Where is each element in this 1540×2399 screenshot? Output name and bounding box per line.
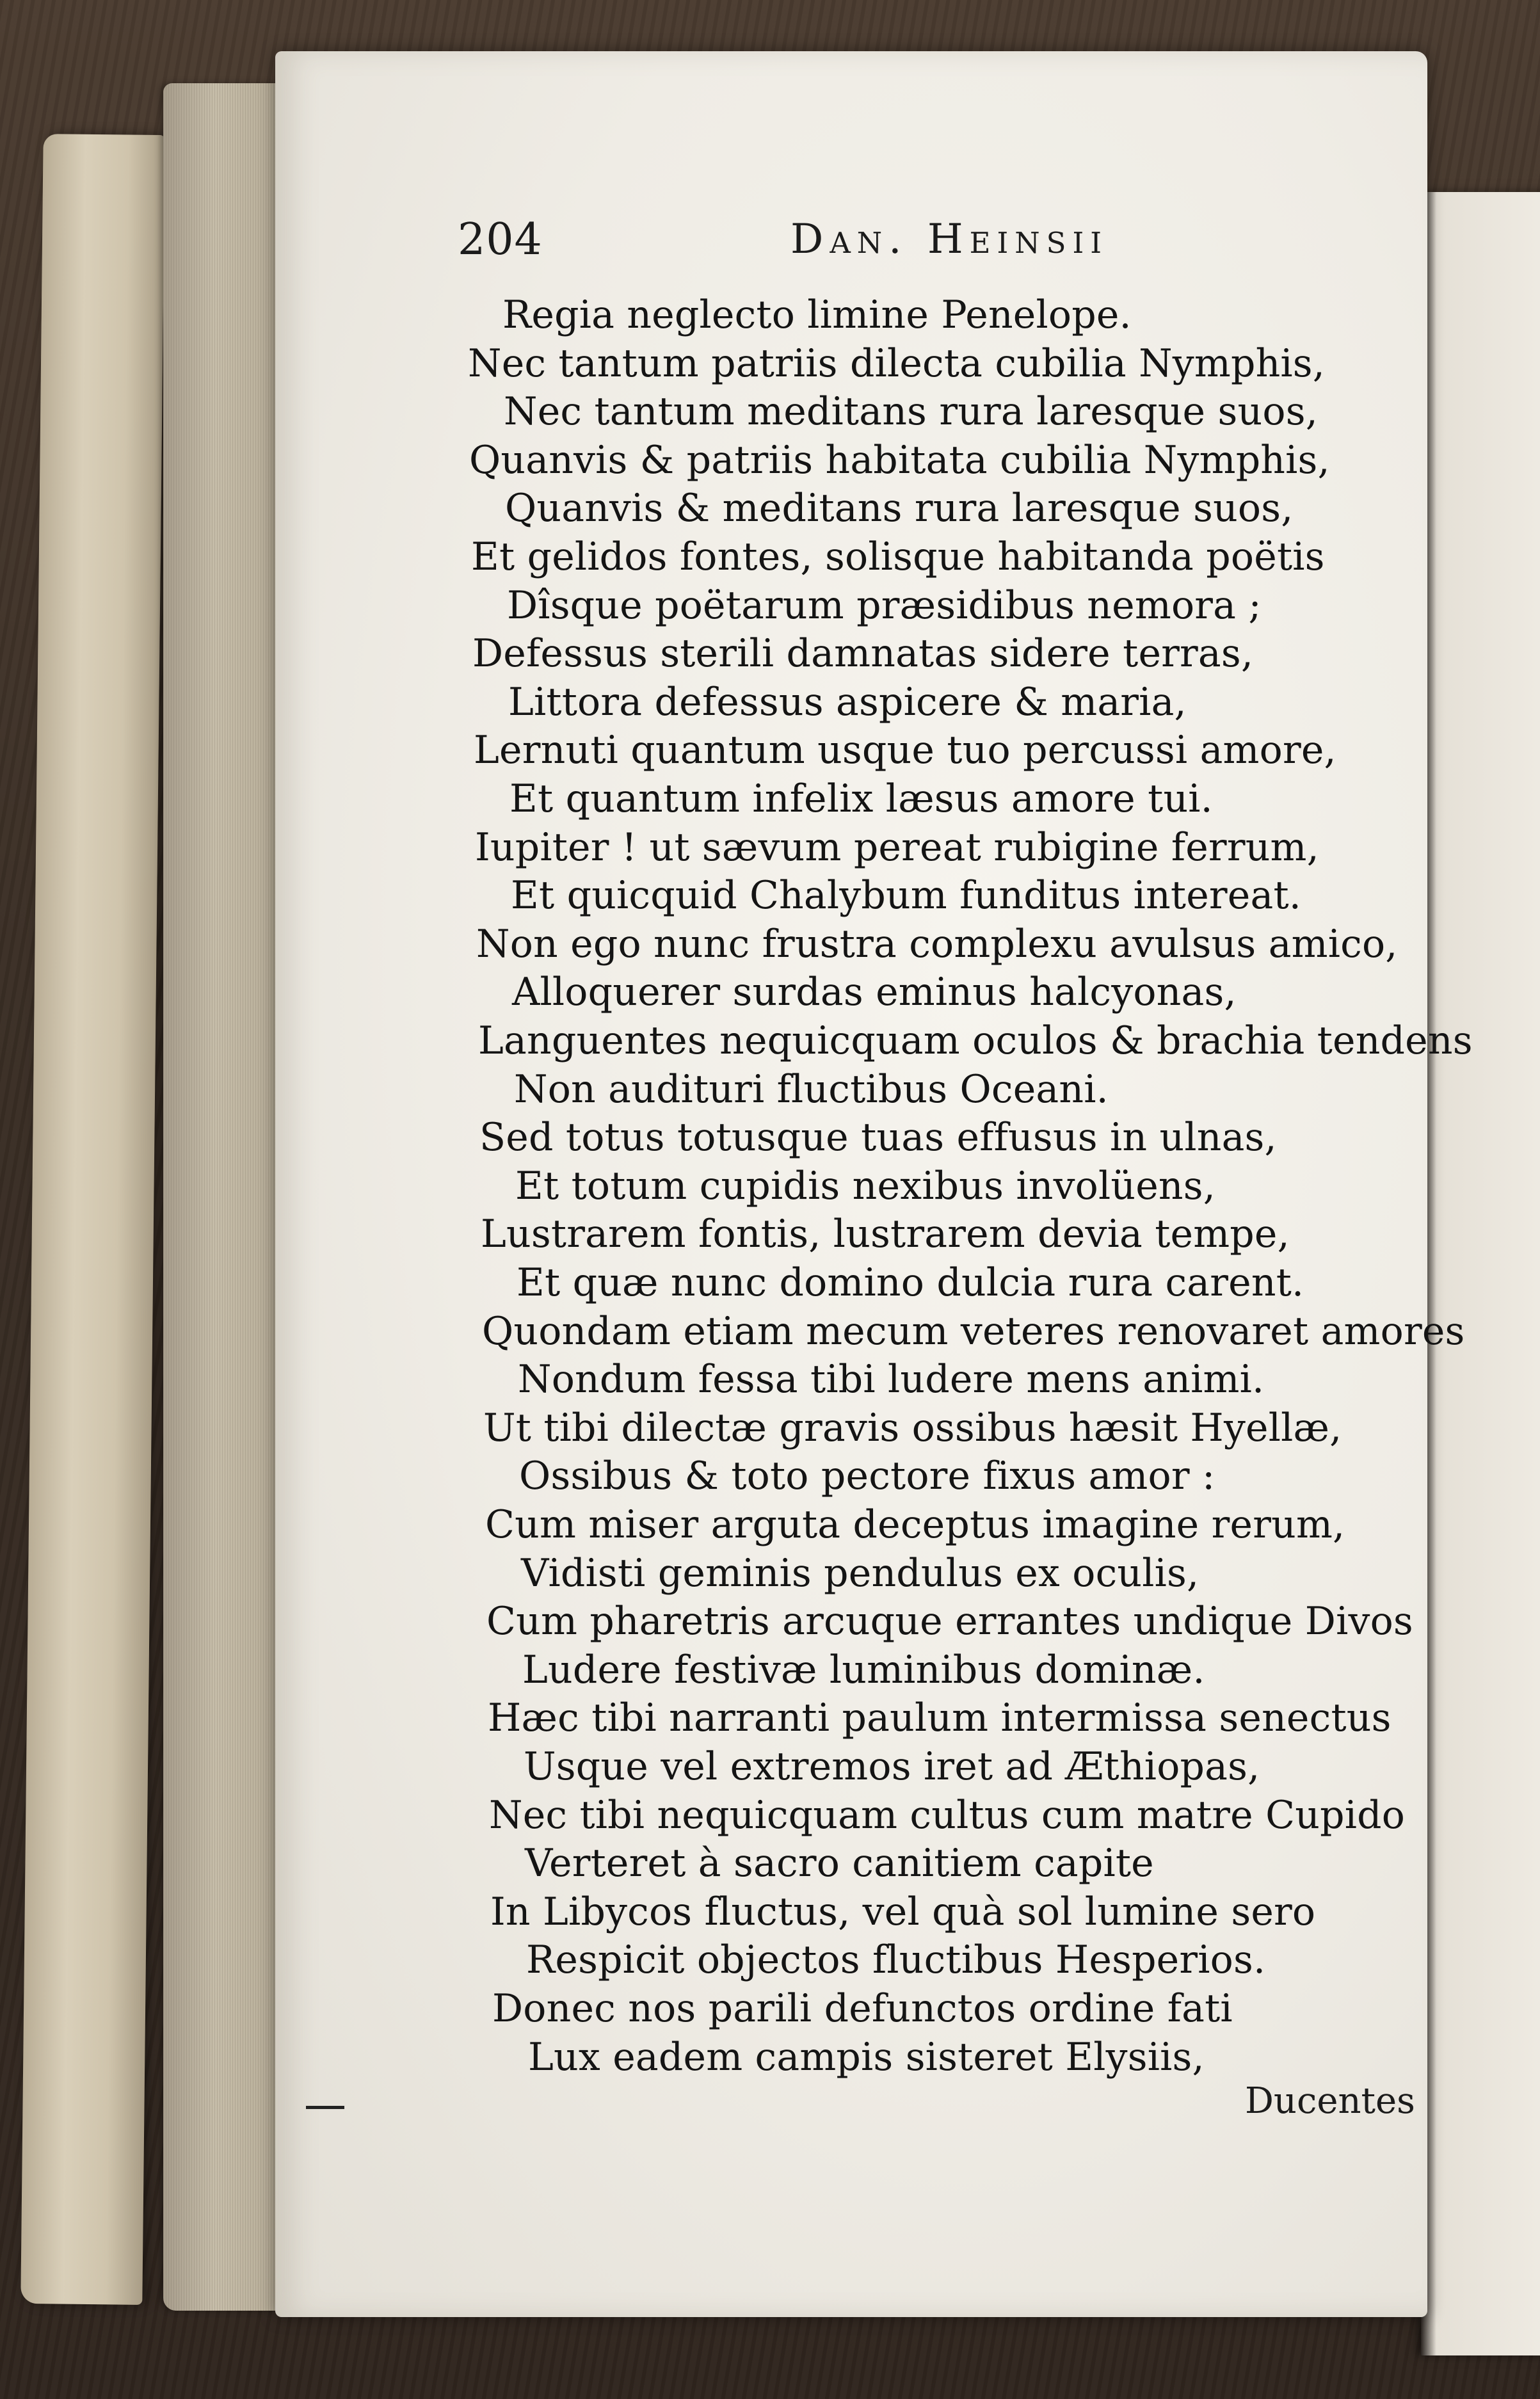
verse-line: Nec tantum patriis dilecta cubilia Nymphis, xyxy=(468,341,1326,386)
verse-line: In Libycos fluctus, vel quà sol lumine sero xyxy=(490,1890,1316,1934)
verse-line: Vidisti geminis pendulus ex oculis, xyxy=(521,1551,1199,1596)
verse-line: Cum miser arguta deceptus imagine rerum, xyxy=(485,1502,1345,1547)
verse-line: Cum pharetris arcuque errantes undique Divos xyxy=(486,1599,1413,1644)
verse-line: Alloquerer surdas eminus halcyonas, xyxy=(512,970,1237,1015)
verse-line: Nec tibi nequicquam cultus cum matre Cupido xyxy=(489,1793,1406,1838)
verse-line: Lustrarem fontis, lustrarem devia tempe, xyxy=(481,1212,1290,1256)
verse-line: Et quicquid Chalybum funditus intereat. xyxy=(511,873,1302,918)
verse-line: Nondum fessa tibi ludere mens animi. xyxy=(518,1357,1265,1402)
verse-line: Dîsque poëtarum præsidibus nemora ; xyxy=(507,583,1262,628)
verse-line: Regia neglecto limine Penelope. xyxy=(502,293,1132,337)
verse-line: Quondam etiam mecum veteres renovaret amores xyxy=(482,1309,1465,1354)
page-block-edge xyxy=(163,83,278,2311)
margin-mark xyxy=(306,2106,344,2109)
running-head: Dan. Heinsii xyxy=(790,216,1109,263)
verse-line: Ut tibi dilectæ gravis ossibus hæsit Hyellæ, xyxy=(483,1406,1342,1450)
verse-line: Non audituri fluctibus Oceani. xyxy=(514,1067,1109,1112)
verse-line: Et totum cupidis nexibus involüens, xyxy=(515,1164,1216,1208)
verse-line: Verteret à sacro canitiem capite xyxy=(525,1841,1154,1886)
verse-line: Et quæ nunc domino dulcia rura carent. xyxy=(517,1260,1304,1305)
verse-line: Littora defessus aspicere & maria, xyxy=(508,680,1187,725)
verse-line: Lernuti quantum usque tuo percussi amore, xyxy=(474,728,1336,773)
verse-line: Et gelidos fontes, solisque habitanda poëtis xyxy=(471,534,1325,579)
verse-line: Non ego nunc frustra complexu avulsus amico, xyxy=(476,922,1398,967)
verse-line: Lux eadem campis sisteret Elysiis, xyxy=(528,2035,1205,2080)
page-number: 204 xyxy=(458,214,543,265)
catchword: Ducentes xyxy=(1245,2080,1415,2122)
vellum-cover-edge xyxy=(20,134,164,2305)
verse-line: Hæc tibi narranti paulum intermissa senectus xyxy=(488,1696,1392,1740)
verse-line: Defessus sterili damnatas sidere terras, xyxy=(472,631,1254,676)
book-page xyxy=(275,51,1473,2317)
page-header xyxy=(458,214,1456,278)
verse-line: Et quantum infelix læsus amore tui. xyxy=(509,776,1213,821)
verse-line: Usque vel extremos iret ad Æthiopas, xyxy=(524,1744,1260,1789)
verse-line: Nec tantum meditans rura laresque suos, xyxy=(504,389,1318,434)
facing-page-edge xyxy=(1421,192,1540,2355)
verse-line: Languentes nequicquam oculos & brachia tendens xyxy=(478,1018,1473,1063)
verse-line: Quanvis & meditans rura laresque suos, xyxy=(505,486,1294,531)
verse-line: Quanvis & patriis habitata cubilia Nymphis, xyxy=(469,438,1330,483)
verse-line: Donec nos parili defunctos ordine fati xyxy=(492,1986,1233,2031)
verse-line: Iupiter ! ut sævum pereat rubigine ferrum, xyxy=(475,825,1319,870)
verse-line: Sed totus totusque tuas effusus in ulnas, xyxy=(479,1115,1277,1160)
verse-line: Ossibus & toto pectore fixus amor : xyxy=(519,1454,1215,1498)
verse-line: Respicit objectos fluctibus Hesperios. xyxy=(526,1938,1266,1982)
verse-line: Ludere festivæ luminibus dominæ. xyxy=(522,1648,1205,1692)
